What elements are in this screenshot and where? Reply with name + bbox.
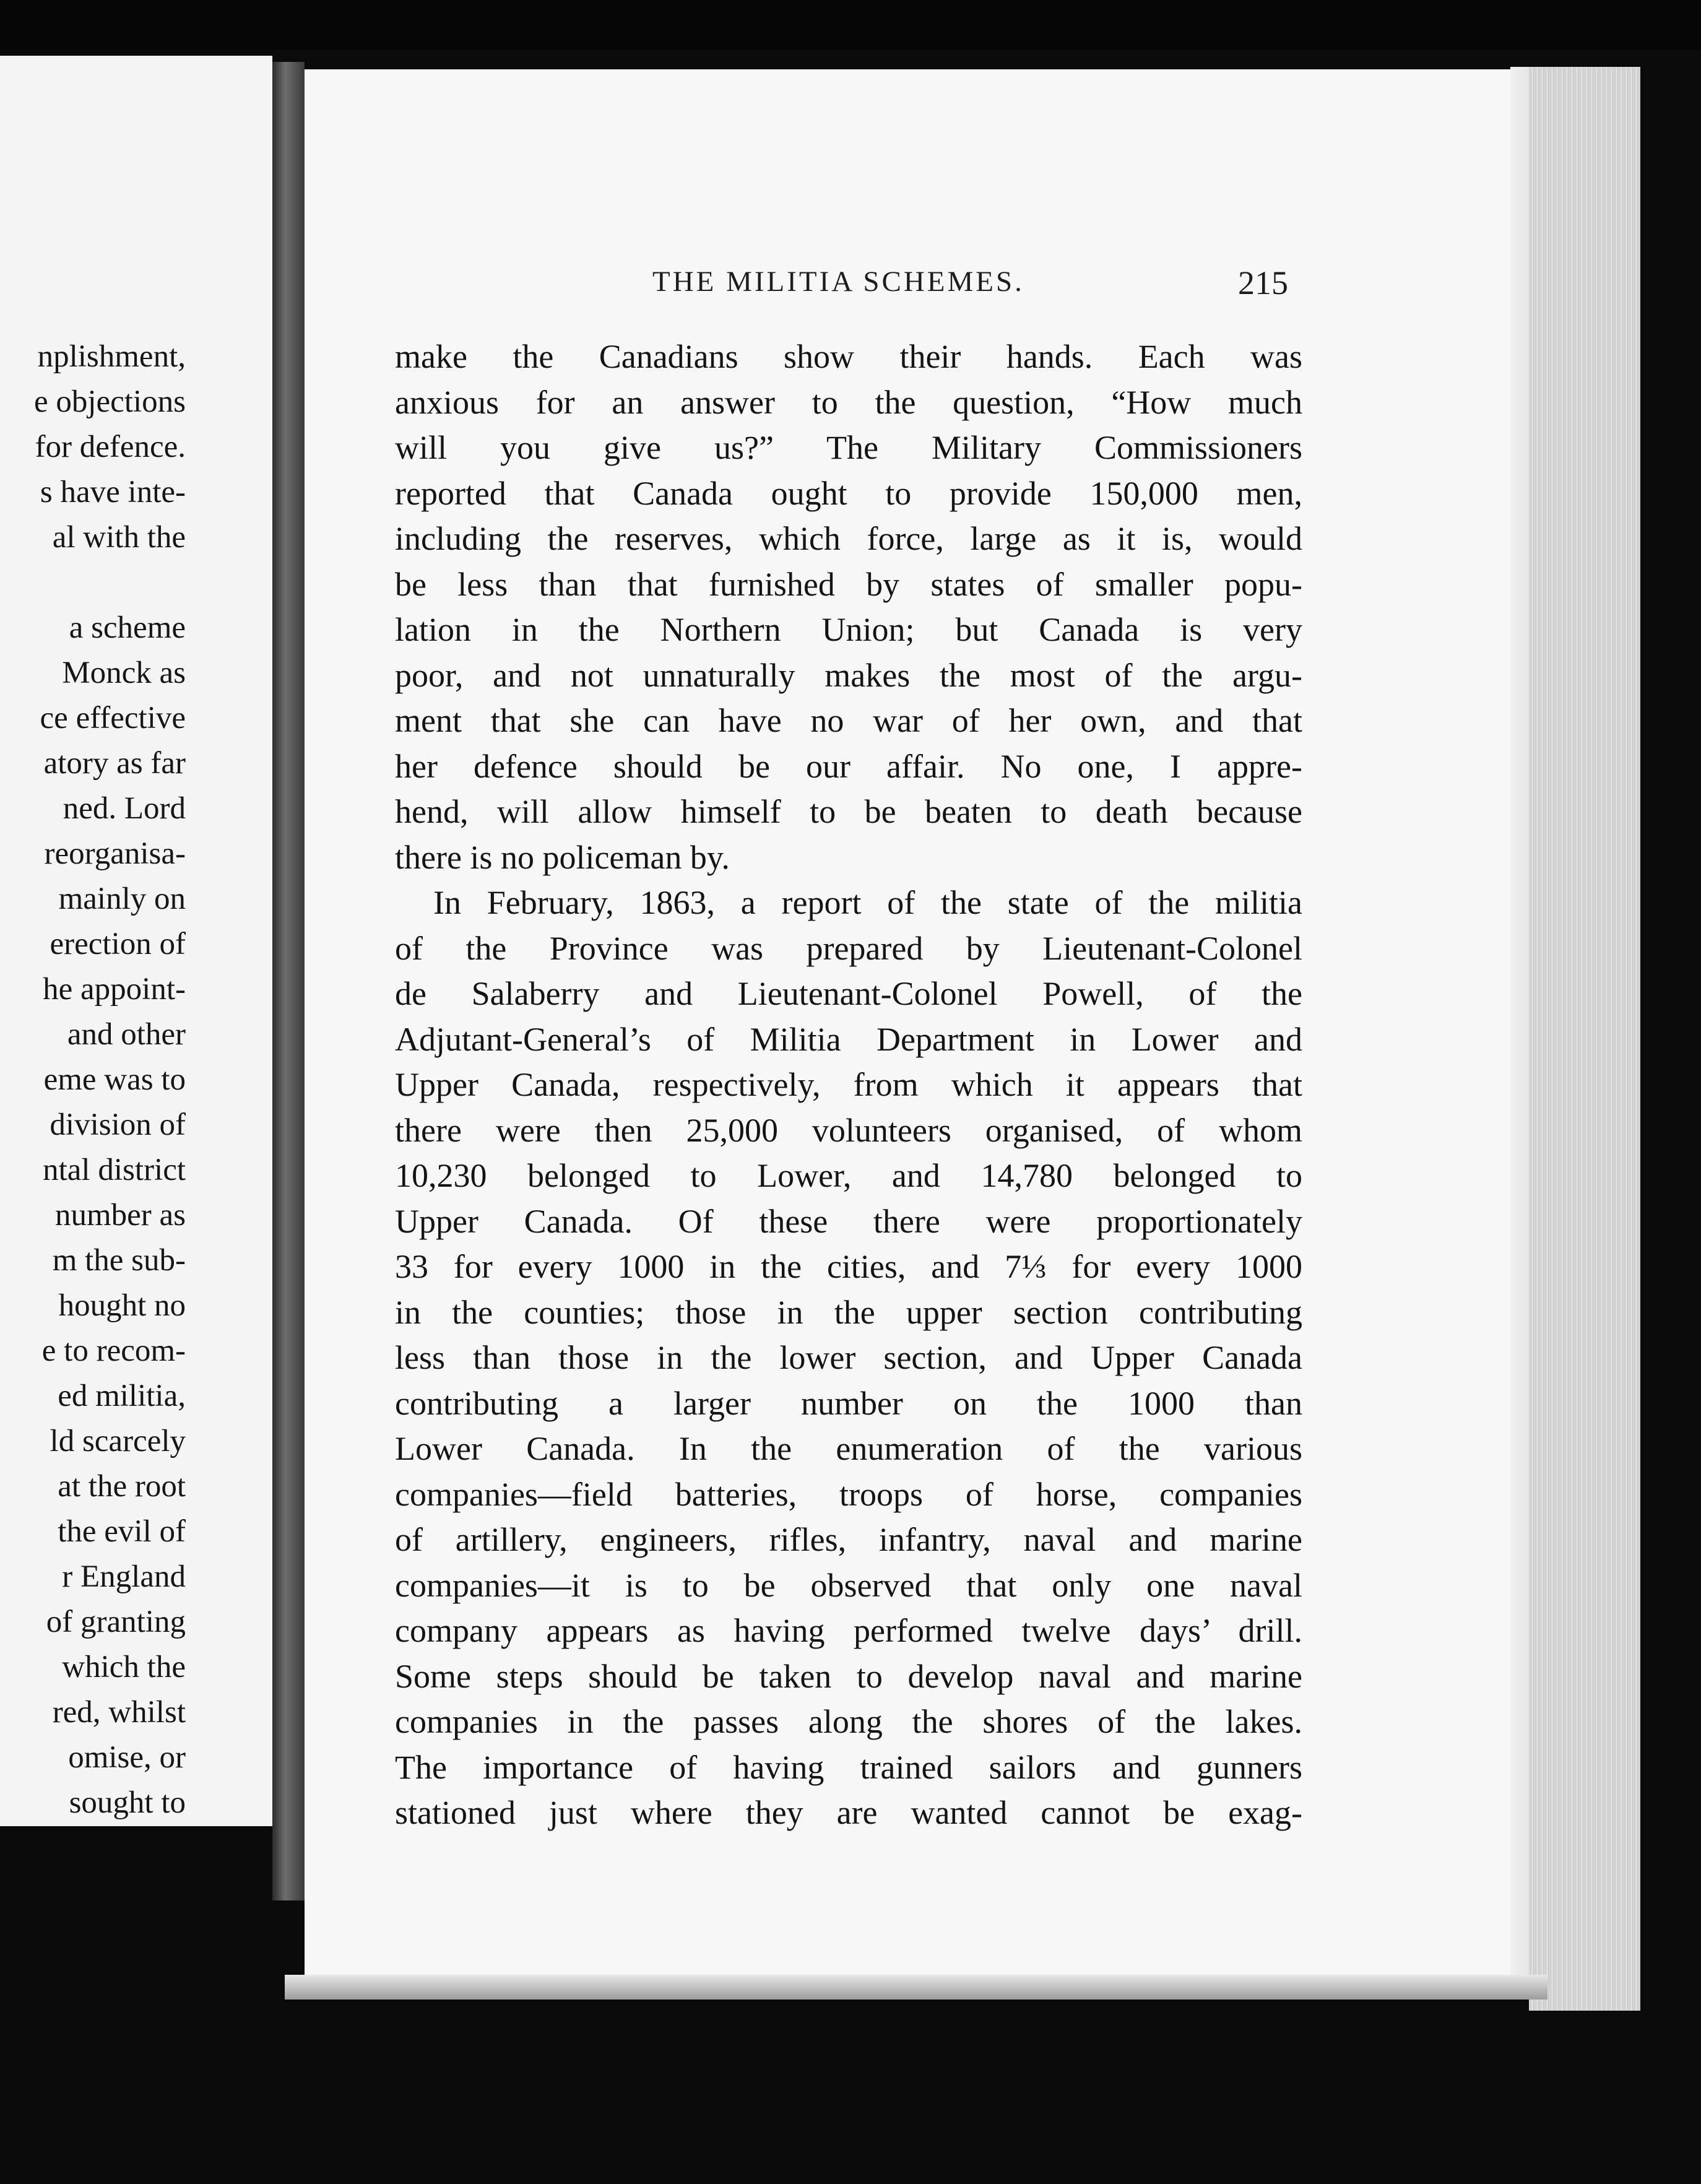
text-line: Some steps should be taken to develop naval and marine [395,1657,1302,1695]
left-page-line: e to recom- [41,1333,186,1368]
text-line: in the counties; those in the upper section contributing [395,1293,1302,1331]
page-number: 215 [1238,264,1288,301]
text-line: Upper Canada. Of these there were proportionately [395,1202,1302,1240]
text-line: 33 for every 1000 in the cities, and 7⅓ for every 1000 [395,1248,1302,1285]
left-page-line: eme was to [43,1062,186,1097]
left-page-line: ed militia, [58,1379,186,1413]
text-line: less than those in the lower section, and Upper Canada [395,1339,1302,1376]
left-page-line: he appoint- [43,972,186,1007]
text-line: anxious for an answer to the question, “How much [395,383,1302,421]
text-line: Adjutant-General’s of Militia Department in Lower and [395,1020,1302,1058]
text-line: contributing a larger number on the 1000 than [395,1384,1302,1422]
left-page-line: nplishment, [37,339,186,374]
left-page-line: ld scarcely [50,1424,186,1458]
page-bottom-edge [285,1975,1547,2000]
scan-background [0,0,1701,50]
running-head: THE MILITIA SCHEMES. [652,266,1024,298]
left-page-line: atory as far [43,746,186,781]
left-page-line: at the root [58,1469,186,1504]
left-page-line: hought no [58,1288,186,1323]
text-line: lation in the Northern Union; but Canada is very [395,611,1302,648]
left-page-line: for defence. [35,430,186,464]
page-stack-edges [1529,67,1640,2011]
text-line: of artillery, engineers, rifles, infantry, naval and marine [395,1521,1302,1558]
left-page-line: r England [62,1559,186,1594]
text-line: be less than that furnished by states of smaller popu- [395,565,1302,603]
text-line: ment that she can have no war of her own, and that [395,702,1302,739]
left-page-line: a scheme [69,610,186,645]
left-page-line: the evil of [58,1514,186,1549]
text-line: In February, 1863, a report of the state of the militia [433,884,1302,921]
left-page-line: which the [62,1650,186,1684]
text-line: reported that Canada ought to provide 150,000 men, [395,474,1302,512]
text-line: company appears as having performed twelve days’ drill. [395,1612,1302,1649]
text-line: The importance of having trained sailors and gunners [395,1748,1302,1786]
left-page [0,56,272,1826]
text-line: including the reserves, which force, large as it is, would [395,520,1302,557]
left-page-line: Monck as [62,656,186,690]
left-page-line: division of [50,1107,186,1142]
text-line: poor, and not unnaturally makes the most of the argu- [395,656,1302,694]
body-text [395,334,1302,1836]
text-line: stationed just where they are wanted cannot be exag- [395,1794,1302,1831]
left-page-line: ntal district [43,1153,186,1187]
left-page-line: erection of [50,927,186,961]
left-page-line: sought to [69,1785,186,1820]
left-page-line: omise, or [68,1740,186,1775]
left-page-line: mainly on [58,882,186,916]
text-line: her defence should be our affair. No one, I appre- [395,747,1302,785]
left-page-line: red, whilst [52,1695,186,1730]
left-page-line: reorganisa- [44,836,186,871]
paragraph-2 [395,880,1302,1836]
left-page-line: ned. Lord [63,791,186,826]
left-page-line: al with the [52,520,186,555]
left-page-line: of granting [46,1605,186,1639]
text-line: Upper Canada, respectively, from which it appears that [395,1066,1302,1103]
text-line: make the Canadians show their hands. Each was [395,338,1302,375]
text-line: there is no policeman by. [395,838,730,876]
text-line: companies—it is to be observed that only one naval [395,1566,1302,1604]
text-line: there were then 25,000 volunteers organised, of whom [395,1111,1302,1149]
left-page-line: m the sub- [52,1243,186,1278]
text-line: hend, will allow himself to be beaten to death because [395,793,1302,830]
paragraph-1 [395,334,1302,880]
text-line: of the Province was prepared by Lieutenant-Colonel [395,929,1302,967]
text-line: de Salaberry and Lieutenant-Colonel Powell, of the [395,975,1302,1012]
text-line: will you give us?” The Military Commissioners [395,429,1302,466]
text-line: companies—field batteries, troops of horse, companies [395,1475,1302,1513]
text-line: 10,230 belonged to Lower, and 14,780 belonged to [395,1157,1302,1194]
left-page-line: s have inte- [40,475,186,509]
text-line: Lower Canada. In the enumeration of the various [395,1430,1302,1467]
book-gutter [272,62,305,1900]
left-page-line: number as [54,1198,186,1233]
left-page-line: e objections [33,384,186,419]
left-page-line: and other [67,1017,186,1052]
text-line: companies in the passes along the shores of the lakes. [395,1703,1302,1740]
left-page-line: ce effective [40,701,186,735]
left-page-line [0,560,186,605]
left-page-text [0,334,186,1826]
